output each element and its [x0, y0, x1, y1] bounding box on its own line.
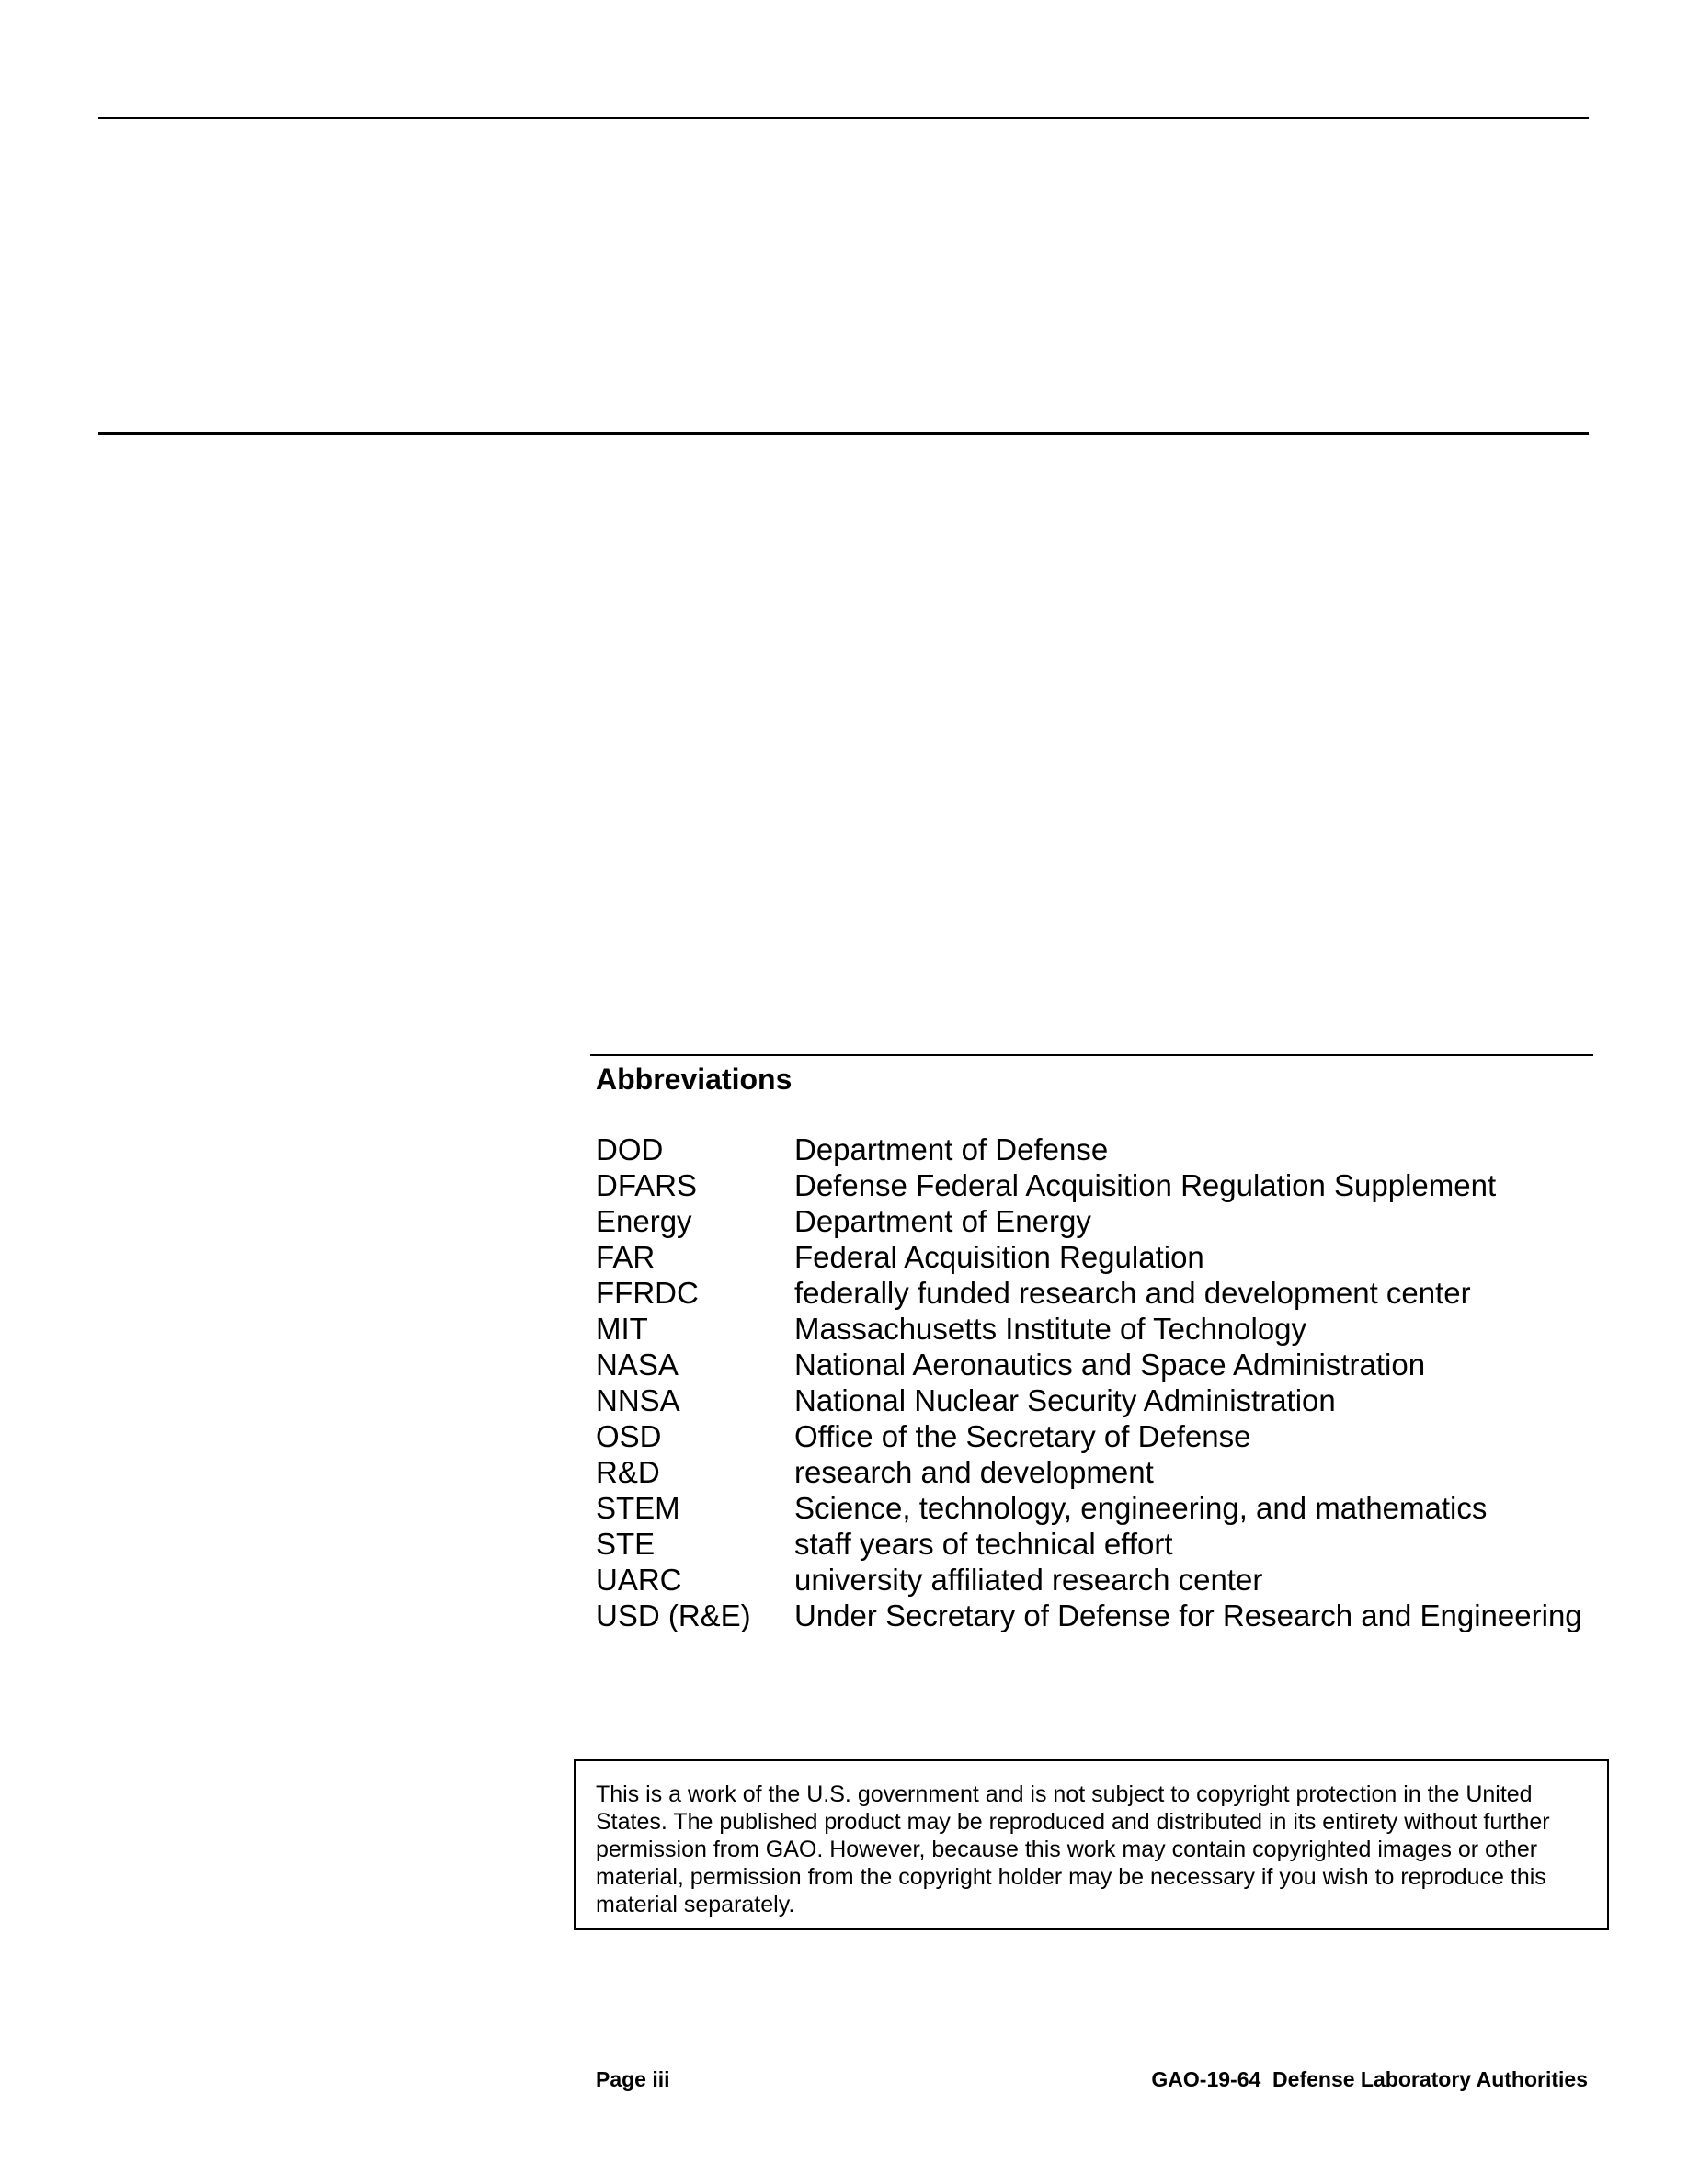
top-rule — [98, 117, 1589, 119]
abbreviation-row — [596, 1598, 1598, 1633]
page-number: Page iii — [596, 2067, 670, 2091]
abbreviation-definition: Defense Federal Acquisition Regulation Supplement — [794, 1168, 1497, 1202]
abbreviation-definition: Federal Acquisition Regulation — [794, 1240, 1204, 1274]
abbreviation-row — [596, 1562, 1598, 1598]
copyright-notice-text: This is a work of the U.S. government and is not subject to copyright protection in the United States. The published product may be reproduced and distributed in its entirety without further permission from GAO. However, because this work may contain copyrighted images or other material, permission from the copyright holder may be necessary if you wish to reproduce this material separately. — [596, 1781, 1550, 1917]
abbreviation-row — [596, 1418, 1598, 1454]
second-rule — [98, 432, 1589, 435]
abbreviation-definition: Under Secretary of Defense for Research and Engineering — [794, 1598, 1582, 1632]
abbreviation-row — [596, 1167, 1598, 1203]
abbreviation-definition: staff years of technical effort — [794, 1527, 1173, 1561]
abbreviation-term: NNSA — [596, 1383, 680, 1417]
abbreviation-row — [596, 1454, 1598, 1490]
abbreviation-row — [596, 1203, 1598, 1239]
report-identifier: GAO-19-64 Defense Laboratory Authorities — [1151, 2067, 1588, 2091]
abbreviation-row — [596, 1526, 1598, 1562]
abbreviation-term: FFRDC — [596, 1276, 699, 1310]
abbreviation-row — [596, 1347, 1598, 1382]
abbreviations-list — [596, 1132, 1598, 1633]
abbreviation-term: OSD — [596, 1419, 662, 1453]
abbreviation-row — [596, 1382, 1598, 1418]
abbreviation-definition: Massachusetts Institute of Technology — [794, 1312, 1307, 1346]
abbreviation-row — [596, 1275, 1598, 1311]
abbreviation-definition: federally funded research and development center — [794, 1276, 1471, 1310]
abbreviation-definition: National Aeronautics and Space Administration — [794, 1348, 1426, 1382]
abbreviation-definition: Science, technology, engineering, and mathematics — [794, 1491, 1488, 1525]
abbreviation-definition: National Nuclear Security Administration — [794, 1383, 1336, 1417]
abbreviation-definition: research and development — [794, 1455, 1154, 1489]
abbreviation-definition: university affiliated research center — [794, 1563, 1263, 1597]
abbreviation-term: NASA — [596, 1348, 679, 1382]
abbreviation-term: MIT — [596, 1312, 648, 1346]
abbreviations-title: Abbreviations — [596, 1063, 793, 1096]
abbreviation-term: UARC — [596, 1563, 682, 1597]
abbreviation-row — [596, 1132, 1598, 1167]
abbreviation-term: FAR — [596, 1240, 656, 1274]
copyright-notice-box — [574, 1759, 1609, 1930]
abbreviation-term: USD (R&E) — [596, 1598, 751, 1632]
abbreviations-rule — [590, 1054, 1593, 1056]
abbreviation-row — [596, 1490, 1598, 1526]
abbreviation-row — [596, 1239, 1598, 1275]
abbreviation-definition: Office of the Secretary of Defense — [794, 1419, 1251, 1453]
abbreviation-definition: Department of Defense — [794, 1132, 1109, 1166]
abbreviation-term: Energy — [596, 1204, 692, 1238]
abbreviation-term: DOD — [596, 1132, 664, 1166]
abbreviation-term: STE — [596, 1527, 656, 1561]
abbreviation-definition: Department of Energy — [794, 1204, 1091, 1238]
abbreviation-term: STEM — [596, 1491, 680, 1525]
abbreviation-term: R&D — [596, 1455, 660, 1489]
abbreviation-term: DFARS — [596, 1168, 698, 1202]
abbreviation-row — [596, 1311, 1598, 1347]
